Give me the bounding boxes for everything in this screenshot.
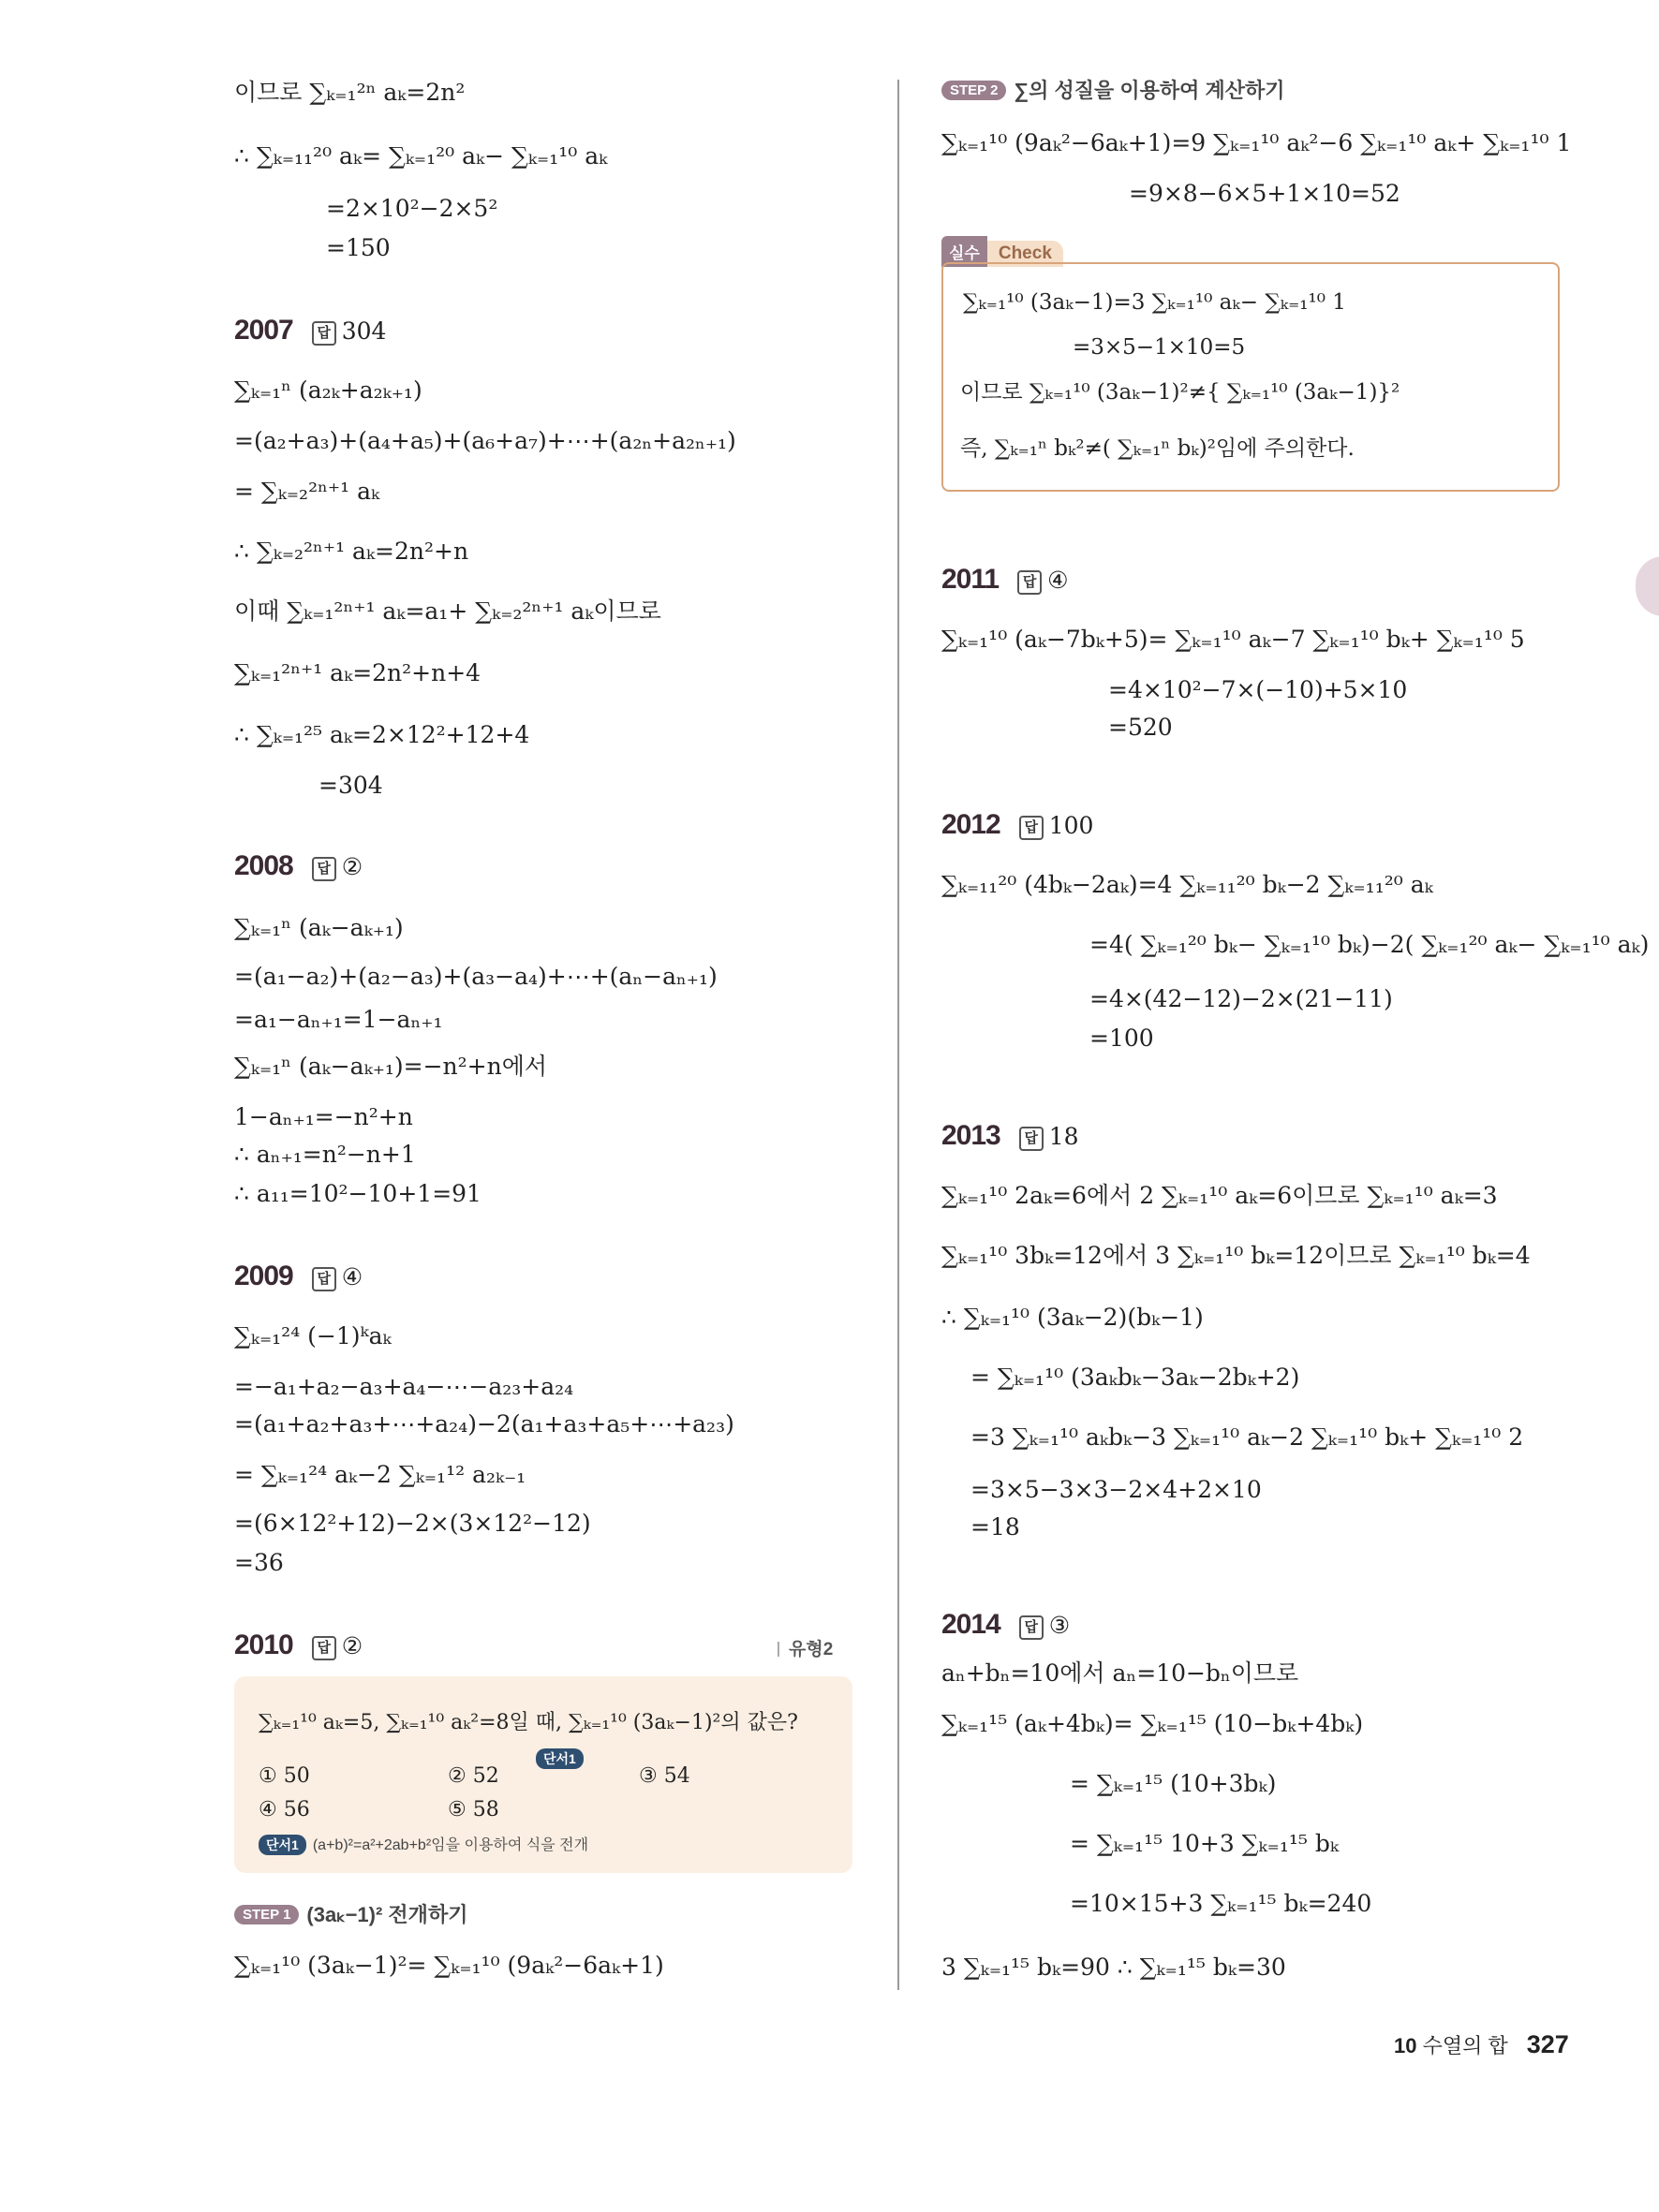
problem-question: ∑ₖ₌₁¹⁰ aₖ=5, ∑ₖ₌₁¹⁰ aₖ²=8일 때, ∑ₖ₌₁¹⁰ (3aₖ−1)²의 값은? <box>259 1711 798 1734</box>
solution-line: ∑ₖ₌₁₁²⁰ (4bₖ−2aₖ)=4 ∑ₖ₌₁₁²⁰ bₖ−2 ∑ₖ₌₁₁²⁰ aₖ <box>941 871 1433 898</box>
solution-line: ∑ₖ₌₁²ⁿ⁺¹ aₖ=2n²+n+4 <box>234 659 481 686</box>
solution-line: =(a₁+a₂+a₃+⋯+a₂₄)−2(a₁+a₃+a₅+⋯+a₂₃) <box>234 1410 734 1438</box>
answer-value: ④ <box>341 1263 363 1290</box>
solution-line: ∑ₖ₌₁¹⁵ (aₖ+4bₖ)= ∑ₖ₌₁¹⁵ (10−bₖ+4bₖ) <box>941 1710 1364 1737</box>
solution-line: ∑ₖ₌₁¹⁰ 3bₖ=12에서 3 ∑ₖ₌₁¹⁰ bₖ=12이므로 ∑ₖ₌₁¹⁰ bₖ=4 <box>941 1242 1531 1269</box>
hint-text: (a+b)²=a²+2ab+b²임을 이용하여 식을 전개 <box>312 1837 589 1853</box>
problem-number: 2013 <box>941 1120 1000 1151</box>
check-line: ∑ₖ₌₁¹⁰ (3aₖ−1)=3 ∑ₖ₌₁¹⁰ aₖ− ∑ₖ₌₁¹⁰ 1 <box>963 290 1346 315</box>
solution-line: = ∑ₖ₌₂²ⁿ⁺¹ aₖ <box>234 478 380 505</box>
solution-line: =4( ∑ₖ₌₁²⁰ bₖ− ∑ₖ₌₁¹⁰ bₖ)−2( ∑ₖ₌₁²⁰ aₖ− ∑ₖ₌₁¹⁰ aₖ) <box>1089 931 1650 958</box>
solution-line: ∴ ∑ₖ₌₁₁²⁰ aₖ= ∑ₖ₌₁²⁰ aₖ− ∑ₖ₌₁¹⁰ aₖ <box>234 142 608 170</box>
solution-line: 3 ∑ₖ₌₁¹⁵ bₖ=90 ∴ ∑ₖ₌₁¹⁵ bₖ=30 <box>941 1954 1286 1981</box>
answer-value: ③ <box>1048 1612 1071 1639</box>
choice-1: ① 50 <box>259 1764 310 1788</box>
solution-line: =2×10²−2×5² <box>326 195 498 222</box>
step1-header <box>234 1899 467 1928</box>
solution-line: =304 <box>318 772 383 799</box>
problem-header-2009 <box>234 1261 363 1292</box>
solution-line: 이때 ∑ₖ₌₁²ⁿ⁺¹ aₖ=a₁+ ∑ₖ₌₂²ⁿ⁺¹ aₖ이므로 <box>234 597 661 625</box>
answer-icon: 답 <box>312 1636 336 1660</box>
solution-line: =(6×12²+12)−2×(3×12²−12) <box>234 1510 591 1537</box>
problem-header-2012 <box>941 809 1093 841</box>
check-tag-mistake: 실수 <box>941 236 987 267</box>
chapter-label <box>1394 2034 1508 2057</box>
choice-4: ④ 56 <box>259 1798 310 1821</box>
solution-line: =9×8−6×5+1×10=52 <box>1129 180 1400 207</box>
choice-5: ⑤ 58 <box>448 1798 499 1821</box>
answer-icon: 답 <box>1019 1127 1044 1151</box>
answer-value: 18 <box>1048 1123 1079 1150</box>
solution-line: =a₁−aₙ₊₁=1−aₙ₊₁ <box>234 1006 443 1033</box>
problem-header-2014 <box>941 1609 1070 1641</box>
solution-line: =18 <box>970 1513 1020 1541</box>
answer-value: 100 <box>1048 812 1094 839</box>
answer-icon: 답 <box>1017 570 1042 595</box>
solution-line: ∑ₖ₌₁ⁿ (a₂ₖ+a₂ₖ₊₁) <box>234 376 422 404</box>
solution-line: = ∑ₖ₌₁¹⁵ (10+3bₖ) <box>1070 1770 1277 1797</box>
answer-value: ④ <box>1047 567 1069 594</box>
problem-header-2008 <box>234 850 363 882</box>
solution-line: =3 ∑ₖ₌₁¹⁰ aₖbₖ−3 ∑ₖ₌₁¹⁰ aₖ−2 ∑ₖ₌₁¹⁰ bₖ+ ∑ₖ₌₁¹⁰ 2 <box>970 1423 1524 1451</box>
answer-icon: 답 <box>1019 1615 1044 1640</box>
solution-line: ∴ ∑ₖ₌₁¹⁰ (3aₖ−2)(bₖ−1) <box>941 1304 1204 1331</box>
solution-line: =520 <box>1108 714 1173 741</box>
solution-line: = ∑ₖ₌₁²⁴ aₖ−2 ∑ₖ₌₁¹² a₂ₖ₋₁ <box>234 1461 526 1488</box>
answer-icon: 답 <box>312 321 336 346</box>
problem-header-2013 <box>941 1120 1079 1152</box>
problem-number: 2011 <box>941 564 1000 595</box>
answer-value: ② <box>341 1632 363 1659</box>
problem-number: 2012 <box>941 809 1000 840</box>
solution-line: aₙ+bₙ=10에서 aₙ=10−bₙ이므로 <box>941 1659 1299 1687</box>
answer-icon: 답 <box>1019 816 1044 840</box>
type-tag: 유형2 <box>778 1635 833 1660</box>
solution-line: = ∑ₖ₌₁¹⁰ (3aₖbₖ−3aₖ−2bₖ+2) <box>970 1364 1300 1391</box>
answer-icon: 답 <box>312 857 336 881</box>
step1-title: (3aₖ−1)² 전개하기 <box>306 1903 468 1926</box>
choice-3: ③ 54 <box>639 1764 690 1788</box>
solution-line: ∴ ∑ₖ₌₁²⁵ aₖ=2×12²+12+4 <box>234 721 530 748</box>
chapter-title: 수열의 합 <box>1422 2034 1508 2057</box>
solution-line: ∴ aₙ₊₁=n²−n+1 <box>234 1141 416 1168</box>
solution-line: ∑ₖ₌₁ⁿ (aₖ−aₖ₊₁) <box>234 914 404 941</box>
choice-2: ② 52 <box>448 1764 499 1788</box>
solution-line: =10×15+3 ∑ₖ₌₁¹⁵ bₖ=240 <box>1070 1890 1372 1917</box>
answer-value: 304 <box>341 317 387 345</box>
column-divider <box>897 80 899 1990</box>
page-footer <box>1394 2030 1569 2059</box>
hint-line <box>259 1832 588 1855</box>
hint-tag: 단서1 <box>259 1835 306 1855</box>
clue-tag <box>536 1746 584 1769</box>
solution-line: ∑ₖ₌₁¹⁰ 2aₖ=6에서 2 ∑ₖ₌₁¹⁰ aₖ=6이므로 ∑ₖ₌₁¹⁰ aₖ=3 <box>941 1182 1498 1209</box>
chapter-side-tab <box>1636 556 1659 616</box>
chapter-number: 10 <box>1394 2034 1417 2057</box>
solution-line: =4×(42−12)−2×(21−11) <box>1089 985 1393 1012</box>
problem-header-2011 <box>941 564 1069 596</box>
step2-header <box>941 75 1284 104</box>
problem-number: 2014 <box>941 1609 1000 1640</box>
step2-title: ∑의 성질을 이용하여 계산하기 <box>1014 79 1285 102</box>
solution-line: =36 <box>234 1549 284 1576</box>
solution-line: 이므로 ∑ₖ₌₁²ⁿ aₖ=2n² <box>234 79 466 106</box>
solution-line: 1−aₙ₊₁=−n²+n <box>234 1103 413 1130</box>
problem-header-2010 <box>234 1630 363 1661</box>
solution-line: ∑ₖ₌₁¹⁰ (9aₖ²−6aₖ+1)=9 ∑ₖ₌₁¹⁰ aₖ²−6 ∑ₖ₌₁¹⁰ aₖ+ ∑ₖ₌₁¹⁰ 1 <box>941 129 1572 156</box>
solution-line: ∴ a₁₁=10²−10+1=91 <box>234 1180 481 1207</box>
solution-line: =100 <box>1089 1025 1154 1052</box>
answer-value: ② <box>341 853 363 880</box>
problem-number: 2008 <box>234 850 293 881</box>
check-line: 즉, ∑ₖ₌₁ⁿ bₖ²≠( ∑ₖ₌₁ⁿ bₖ)²임에 주의한다. <box>960 436 1355 461</box>
solution-line: ∑ₖ₌₁²⁴ (−1)ᵏaₖ <box>234 1322 392 1349</box>
solution-line: =150 <box>326 234 391 261</box>
solution-line: =(a₁−a₂)+(a₂−a₃)+(a₃−a₄)+⋯+(aₙ−aₙ₊₁) <box>234 963 718 990</box>
solution-line: ∑ₖ₌₁¹⁰ (aₖ−7bₖ+5)= ∑ₖ₌₁¹⁰ aₖ−7 ∑ₖ₌₁¹⁰ bₖ+ ∑ₖ₌₁¹⁰ 5 <box>941 626 1525 653</box>
check-line: =3×5−1×10=5 <box>1073 335 1246 360</box>
problem-number: 2010 <box>234 1630 293 1660</box>
problem-number: 2009 <box>234 1261 293 1291</box>
solution-line: = ∑ₖ₌₁¹⁵ 10+3 ∑ₖ₌₁¹⁵ bₖ <box>1070 1830 1339 1857</box>
page-number: 327 <box>1526 2030 1569 2058</box>
solution-line: =4×10²−7×(−10)+5×10 <box>1108 676 1408 703</box>
problem-box <box>234 1676 852 1873</box>
step1-badge: STEP 1 <box>234 1905 299 1924</box>
solution-line: ∑ₖ₌₁¹⁰ (3aₖ−1)²= ∑ₖ₌₁¹⁰ (9aₖ²−6aₖ+1) <box>234 1952 664 1979</box>
clue-tag-label: 단서1 <box>536 1748 584 1769</box>
check-tag-check: Check <box>987 241 1063 267</box>
step2-badge: STEP 2 <box>941 81 1006 100</box>
problem-header-2007 <box>234 315 386 347</box>
problem-number: 2007 <box>234 315 293 346</box>
solution-line: =3×5−3×3−2×4+2×10 <box>970 1476 1262 1503</box>
check-line: 이므로 ∑ₖ₌₁¹⁰ (3aₖ−1)²≠{ ∑ₖ₌₁¹⁰ (3aₖ−1)}² <box>960 380 1400 405</box>
solution-line: ∑ₖ₌₁ⁿ (aₖ−aₖ₊₁)=−n²+n에서 <box>234 1053 548 1080</box>
solution-line: ∴ ∑ₖ₌₂²ⁿ⁺¹ aₖ=2n²+n <box>234 538 469 565</box>
solution-line: =−a₁+a₂−a₃+a₄−⋯−a₂₃+a₂₄ <box>234 1373 574 1400</box>
solution-line: =(a₂+a₃)+(a₄+a₅)+(a₆+a₇)+⋯+(a₂ₙ+a₂ₙ₊₁) <box>234 427 736 454</box>
answer-icon: 답 <box>312 1267 336 1291</box>
